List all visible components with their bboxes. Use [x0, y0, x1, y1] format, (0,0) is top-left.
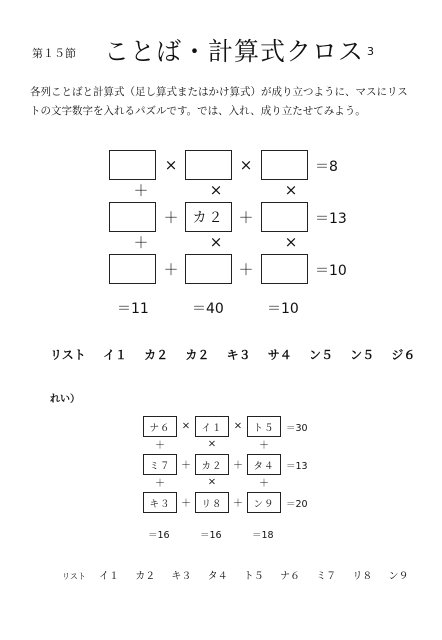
- operator-r2-2: ＋: [238, 208, 254, 227]
- example-character-list: [62, 567, 422, 582]
- instructions: [30, 83, 408, 121]
- example-list-label: リスト: [62, 572, 86, 581]
- vertical-operator-1-c1: ＋: [133, 181, 149, 200]
- section-number: 第１５節: [32, 47, 76, 60]
- example-cell-r2c3: タ４: [247, 454, 281, 475]
- list-item: カ２: [144, 348, 169, 362]
- column-result-3: ＝10: [267, 301, 299, 317]
- example-vertical-operator-2-c2: ×: [207, 476, 217, 488]
- row-result-2: ＝13: [315, 211, 347, 227]
- list-item: カ２: [185, 348, 210, 362]
- row-result-3: ＝10: [315, 263, 347, 279]
- example-cell-r3c3: ン９: [247, 492, 281, 513]
- example-cell-r3c2: リ８: [195, 492, 229, 513]
- example-cell-r1c3: ト５: [247, 416, 281, 437]
- instructions-line-1: 各列ことばと計算式（足し算式またはかけ算式）が成り立つように、マスにリス: [30, 86, 408, 98]
- example-row-result-3: ＝20: [286, 499, 308, 510]
- example-cell-r2c1: ミ７: [143, 454, 177, 475]
- list-item: ン５: [350, 348, 375, 362]
- puzzle-cell-r2c1[interactable]: [109, 202, 156, 232]
- example-operator-r1-1: ×: [181, 420, 191, 432]
- puzzle-cell-r1c3[interactable]: [261, 150, 308, 180]
- vertical-operator-2-c3: ×: [284, 233, 298, 251]
- example-cell-r1c1: ナ６: [143, 416, 177, 437]
- page-title: ことば・計算式クロス: [104, 37, 365, 66]
- operator-r3-2: ＋: [238, 260, 254, 279]
- puzzle-cell-r3c3[interactable]: [261, 254, 308, 284]
- example-cell-r2c2: カ２: [195, 454, 229, 475]
- vertical-operator-1-c2: ×: [209, 181, 223, 199]
- example-column-result-2: ＝16: [200, 530, 222, 541]
- puzzle-cell-r2c3[interactable]: [261, 202, 308, 232]
- list-item: イ１: [102, 348, 127, 362]
- example-list-item: ン９: [388, 571, 409, 582]
- list-item: キ３: [226, 348, 251, 362]
- example-list-item: ナ６: [279, 571, 300, 582]
- list-item: サ４: [267, 348, 292, 362]
- example-list-item: カ２: [135, 571, 156, 582]
- example-operator-r2-1: ＋: [181, 460, 191, 472]
- vertical-operator-2-c1: ＋: [133, 233, 149, 252]
- example-cell-r1c2: イ１: [195, 416, 229, 437]
- instructions-line-2: トの文字数字を入れるパズルです。では、入れ、成り立たせてみよう。: [30, 105, 366, 117]
- vertical-operator-1-c3: ×: [284, 181, 298, 199]
- operator-r2-1: ＋: [163, 208, 179, 227]
- puzzle-cell-r1c1[interactable]: [109, 150, 156, 180]
- example-vertical-operator-2-c1: ＋: [155, 478, 165, 490]
- example-list-item: リ８: [352, 571, 373, 582]
- vertical-operator-2-c2: ×: [209, 233, 223, 251]
- example-vertical-operator-2-c3: ＋: [259, 478, 269, 490]
- column-result-1: ＝11: [117, 301, 149, 317]
- puzzle-cell-r3c1[interactable]: [109, 254, 156, 284]
- example-row-result-2: ＝13: [286, 461, 308, 472]
- example-list-item: イ１: [99, 571, 120, 582]
- example-vertical-operator-1-c2: ×: [207, 438, 217, 450]
- puzzle-cell-r3c2[interactable]: [185, 254, 232, 284]
- operator-r1-2: ×: [239, 156, 253, 174]
- example-column-result-1: ＝16: [148, 530, 170, 541]
- example-operator-r2-2: ＋: [233, 460, 243, 472]
- example-row-result-1: ＝30: [286, 423, 308, 434]
- operator-r1-1: ×: [164, 156, 178, 174]
- puzzle-cell-r1c2[interactable]: [185, 150, 232, 180]
- page-number: 3: [367, 45, 374, 58]
- example-cell-r3c1: キ３: [143, 492, 177, 513]
- list-item: ン５: [308, 348, 333, 362]
- example-vertical-operator-1-c3: ＋: [259, 440, 269, 452]
- list-item: ジ６: [391, 348, 416, 362]
- example-label: れい）: [50, 394, 80, 405]
- example-list-item: タ４: [207, 571, 228, 582]
- puzzle-cell-r2c2[interactable]: カ２: [185, 202, 232, 232]
- example-list-item: ミ７: [316, 571, 337, 582]
- example-operator-r1-2: ×: [233, 420, 243, 432]
- row-result-1: ＝8: [315, 159, 338, 175]
- example-operator-r3-1: ＋: [181, 498, 191, 510]
- character-list: [50, 346, 428, 363]
- example-operator-r3-2: ＋: [233, 498, 243, 510]
- example-column-result-3: ＝18: [252, 530, 274, 541]
- example-vertical-operator-1-c1: ＋: [155, 440, 165, 452]
- column-result-2: ＝40: [192, 301, 224, 317]
- list-label: リスト: [50, 348, 86, 362]
- example-list-item: キ３: [171, 571, 192, 582]
- operator-r3-1: ＋: [163, 260, 179, 279]
- example-list-item: ト５: [243, 571, 264, 582]
